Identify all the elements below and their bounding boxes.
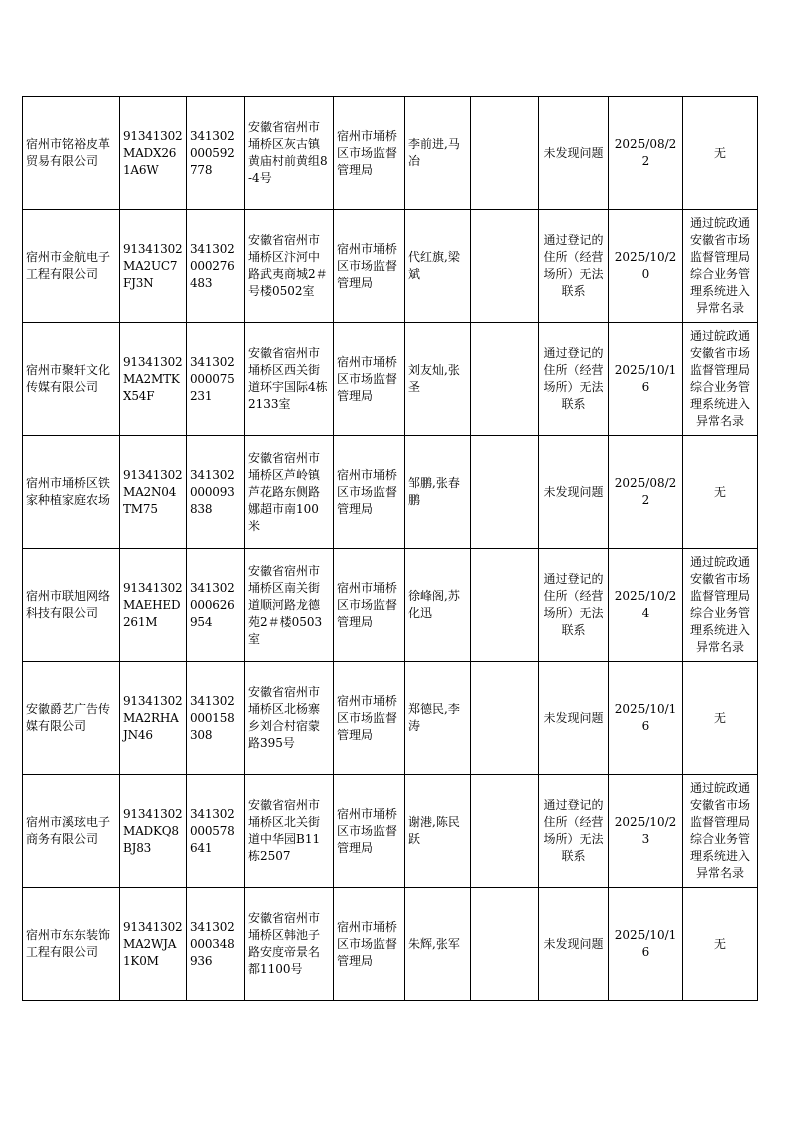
table-row (23, 436, 758, 549)
department-cell: 宿州市埇桥区市场监督管理局 (334, 888, 405, 1001)
table-row (23, 775, 758, 888)
action-taken-cell: 无 (683, 662, 758, 775)
inspection-date-cell: 2025/10/16 (609, 662, 683, 775)
inspectors-cell: 郑德民,李涛 (405, 662, 471, 775)
address-cell: 安徽省宿州市埇桥区南关街道顺河路龙德苑2＃楼0503室 (245, 549, 334, 662)
registration-number-cell: 341302000158308 (187, 662, 245, 775)
action-taken-cell: 无 (683, 97, 758, 210)
inspection-result-cell: 未发现问题 (539, 97, 609, 210)
blank-cell (471, 436, 539, 549)
inspectors-cell: 李前进,马冶 (405, 97, 471, 210)
department-cell: 宿州市埇桥区市场监督管理局 (334, 436, 405, 549)
credit-code-cell: 91341302MA2N04TM75 (120, 436, 187, 549)
inspection-date-cell: 2025/10/20 (609, 210, 683, 323)
blank-cell (471, 210, 539, 323)
department-cell: 宿州市埇桥区市场监督管理局 (334, 210, 405, 323)
department-cell: 宿州市埇桥区市场监督管理局 (334, 323, 405, 436)
inspectors-cell: 刘友灿,张圣 (405, 323, 471, 436)
address-cell: 安徽省宿州市埇桥区北杨寨乡刘合村宿蒙路395号 (245, 662, 334, 775)
inspection-date-cell: 2025/08/22 (609, 97, 683, 210)
address-cell: 安徽省宿州市埇桥区汴河中路武夷商城2＃号楼0502室 (245, 210, 334, 323)
credit-code-cell: 91341302MADX261A6W (120, 97, 187, 210)
blank-cell (471, 888, 539, 1001)
company-name-cell: 宿州市埇桥区铁家种植家庭农场 (23, 436, 120, 549)
credit-code-cell: 91341302MAEHED261M (120, 549, 187, 662)
inspectors-cell: 徐峰阁,苏化迅 (405, 549, 471, 662)
company-name-cell: 宿州市铭裕皮革贸易有限公司 (23, 97, 120, 210)
inspectors-cell: 谢港,陈民跃 (405, 775, 471, 888)
credit-code-cell: 91341302MA2WJA1K0M (120, 888, 187, 1001)
action-taken-cell: 通过皖政通安徽省市场监督管理局综合业务管理系统进入异常名录 (683, 549, 758, 662)
department-cell: 宿州市埇桥区市场监督管理局 (334, 662, 405, 775)
inspectors-cell: 朱辉,张军 (405, 888, 471, 1001)
inspection-date-cell: 2025/10/16 (609, 888, 683, 1001)
inspection-date-cell: 2025/10/16 (609, 323, 683, 436)
blank-cell (471, 97, 539, 210)
action-taken-cell: 通过皖政通安徽省市场监督管理局综合业务管理系统进入异常名录 (683, 210, 758, 323)
address-cell: 安徽省宿州市埇桥区灰古镇黄庙村前黄组8-4号 (245, 97, 334, 210)
company-name-cell: 宿州市溪玹电子商务有限公司 (23, 775, 120, 888)
credit-code-cell: 91341302MADKQ8BJ83 (120, 775, 187, 888)
table-row (23, 888, 758, 1001)
company-name-cell: 宿州市联旭网络科技有限公司 (23, 549, 120, 662)
department-cell: 宿州市埇桥区市场监督管理局 (334, 549, 405, 662)
inspection-result-cell: 通过登记的住所（经营场所）无法联系 (539, 323, 609, 436)
registration-number-cell: 341302000093838 (187, 436, 245, 549)
inspectors-cell: 代红旗,梁斌 (405, 210, 471, 323)
credit-code-cell: 91341302MA2RHAJN46 (120, 662, 187, 775)
registration-number-cell: 341302000626954 (187, 549, 245, 662)
inspection-date-cell: 2025/08/22 (609, 436, 683, 549)
credit-code-cell: 91341302MA2UC7FJ3N (120, 210, 187, 323)
registration-number-cell: 341302000348936 (187, 888, 245, 1001)
table-row (23, 662, 758, 775)
credit-code-cell: 91341302MA2MTKX54F (120, 323, 187, 436)
action-taken-cell: 通过皖政通安徽省市场监督管理局综合业务管理系统进入异常名录 (683, 323, 758, 436)
registration-number-cell: 341302000075231 (187, 323, 245, 436)
inspection-date-cell: 2025/10/24 (609, 549, 683, 662)
address-cell: 安徽省宿州市埇桥区韩池子路安度帝景名都1100号 (245, 888, 334, 1001)
table-row (23, 210, 758, 323)
inspection-result-cell: 通过登记的住所（经营场所）无法联系 (539, 210, 609, 323)
inspection-date-cell: 2025/10/23 (609, 775, 683, 888)
inspectors-cell: 邹鹏,张春鹏 (405, 436, 471, 549)
inspection-result-cell: 通过登记的住所（经营场所）无法联系 (539, 549, 609, 662)
address-cell: 安徽省宿州市埇桥区西关街道环宇国际4栋2133室 (245, 323, 334, 436)
blank-cell (471, 775, 539, 888)
registration-number-cell: 341302000592778 (187, 97, 245, 210)
table-row (23, 323, 758, 436)
registration-number-cell: 341302000276483 (187, 210, 245, 323)
inspection-result-cell: 未发现问题 (539, 436, 609, 549)
company-name-cell: 宿州市东东装饰工程有限公司 (23, 888, 120, 1001)
inspection-result-cell: 未发现问题 (539, 888, 609, 1001)
table-row (23, 549, 758, 662)
action-taken-cell: 无 (683, 436, 758, 549)
company-name-cell: 宿州市聚轩文化传媒有限公司 (23, 323, 120, 436)
table-body (23, 97, 758, 1001)
company-name-cell: 安徽爵艺广告传媒有限公司 (23, 662, 120, 775)
blank-cell (471, 549, 539, 662)
department-cell: 宿州市埇桥区市场监督管理局 (334, 775, 405, 888)
inspection-result-cell: 未发现问题 (539, 662, 609, 775)
inspection-records-table (22, 96, 758, 1001)
inspection-result-cell: 通过登记的住所（经营场所）无法联系 (539, 775, 609, 888)
action-taken-cell: 通过皖政通安徽省市场监督管理局综合业务管理系统进入异常名录 (683, 775, 758, 888)
blank-cell (471, 323, 539, 436)
table-row (23, 97, 758, 210)
address-cell: 安徽省宿州市埇桥区芦岭镇芦花路东侧路娜超市南100米 (245, 436, 334, 549)
address-cell: 安徽省宿州市埇桥区北关街道中华园B11栋2507 (245, 775, 334, 888)
action-taken-cell: 无 (683, 888, 758, 1001)
department-cell: 宿州市埇桥区市场监督管理局 (334, 97, 405, 210)
company-name-cell: 宿州市金航电子工程有限公司 (23, 210, 120, 323)
registration-number-cell: 341302000578641 (187, 775, 245, 888)
blank-cell (471, 662, 539, 775)
